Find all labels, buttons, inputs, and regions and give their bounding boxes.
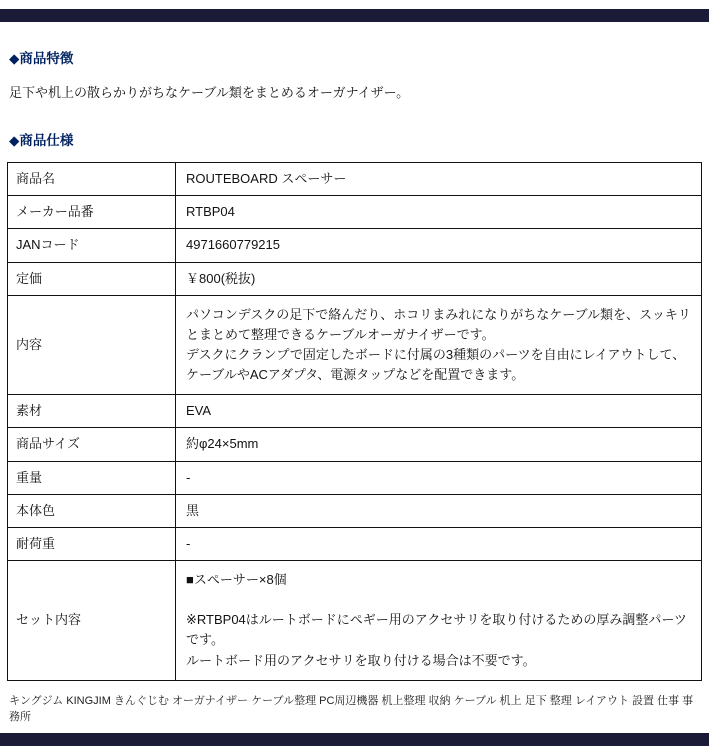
spec-label: メーカー品番 <box>8 196 176 229</box>
spec-label: 本体色 <box>8 494 176 527</box>
table-row <box>8 494 702 527</box>
top-divider-bar <box>0 9 709 22</box>
spec-label: 定価 <box>8 262 176 295</box>
spec-value: - <box>176 527 702 560</box>
table-row <box>8 561 702 681</box>
table-row <box>8 262 702 295</box>
spec-value: パソコンデスクの足下で絡んだり、ホコリまみれになりがちなケーブル類を、スッキリとまとめて整理できるケーブルオーガナイザーです。 デスクにクランプで固定したボードに付属の3種類のパーツを自由にレイアウトして、ケーブルやACアダプタ、電源タップなどを配置できます。 <box>176 295 702 395</box>
table-row <box>8 229 702 262</box>
features-heading: ◆商品特徴 <box>9 51 74 66</box>
keywords-text: キングジム KINGJIM きんぐじむ オーガナイザー ケーブル整理 PC周辺機器 机上整理 収納 ケーブル 机上 足下 整理 レイアウト 設置 仕事 事務所 <box>9 694 694 723</box>
spec-label: 耐荷重 <box>8 527 176 560</box>
spec-label: 重量 <box>8 461 176 494</box>
spec-value: EVA <box>176 395 702 428</box>
table-row <box>8 163 702 196</box>
spec-value: 黒 <box>176 494 702 527</box>
spec-value: 4971660779215 <box>176 229 702 262</box>
spec-value: ROUTEBOARD スペーサー <box>176 163 702 196</box>
spec-value: ￥800(税抜) <box>176 262 702 295</box>
spec-label: 内容 <box>8 295 176 395</box>
table-row <box>8 295 702 395</box>
spec-label: 商品名 <box>8 163 176 196</box>
table-row <box>8 395 702 428</box>
table-row <box>8 428 702 461</box>
specs-table <box>7 162 702 681</box>
spec-label: 商品サイズ <box>8 428 176 461</box>
spec-value: 約φ24×5mm <box>176 428 702 461</box>
product-detail-page <box>0 47 709 724</box>
spec-label: セット内容 <box>8 561 176 681</box>
bottom-divider-bar <box>0 733 709 746</box>
specs-heading: ◆商品仕様 <box>9 133 74 149</box>
spec-label: JANコード <box>8 229 176 262</box>
spec-value: - <box>176 461 702 494</box>
table-row <box>8 527 702 560</box>
table-row <box>8 461 702 494</box>
spec-value: ■スペーサー×8個 ※RTBP04はルートボードにペギー用のアクセサリを取り付けるための厚み調整パーツです。 ルートボード用のアクセサリを取り付ける場合は不要です。 <box>176 561 702 681</box>
spec-label: 素材 <box>8 395 176 428</box>
spec-value: RTBP04 <box>176 196 702 229</box>
table-row <box>8 196 702 229</box>
features-text: 足下や机上の散らかりがちなケーブル類をまとめるオーガナイザー。 <box>9 85 410 100</box>
